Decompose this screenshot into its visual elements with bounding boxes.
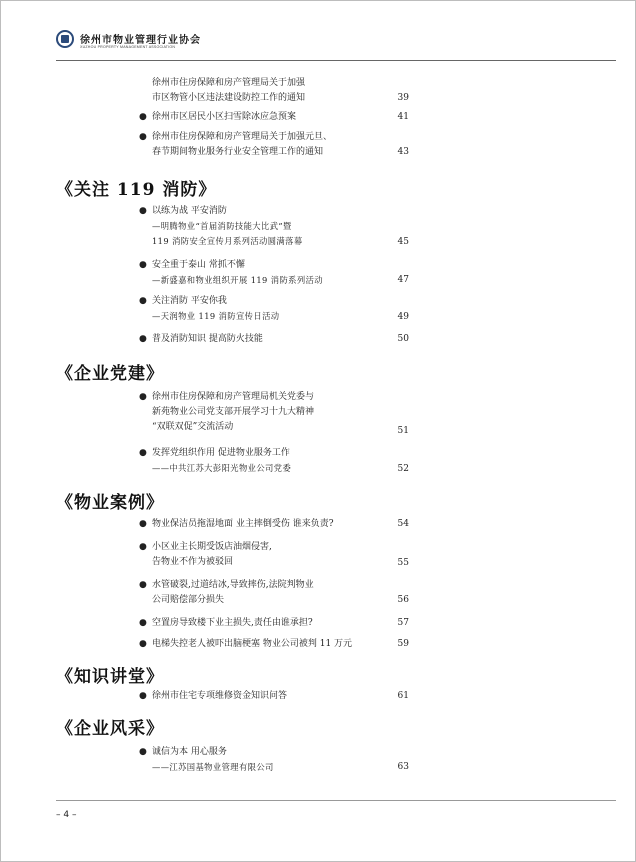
entry-title-line: 以练为战 平安消防 — [152, 206, 227, 216]
entry-subtitle-line: 119 消防安全宣传月系列活动圆满落幕 — [152, 236, 303, 246]
association-name-en: XUZHOU PROPERTY MANAGEMENT ASSOCIATION — [80, 45, 176, 49]
entry-subtitle-line: —新盛嘉和物业组织开展 119 消防系列活动 — [152, 275, 323, 285]
section-heading: 《企业党建》 — [56, 364, 164, 384]
entry-title-line: 告物业不作为被驳回 — [152, 557, 234, 567]
entry-title-line: 电梯失控老人被吓出脑梗塞 物业公司被判 11 万元 — [152, 639, 353, 649]
entry-title-line: 春节期间物业服务行业安全管理工作的通知 — [152, 147, 324, 157]
bullet-icon: ● — [139, 519, 147, 529]
section-heading: 《物业案例》 — [56, 493, 164, 513]
bullet-icon: ● — [139, 206, 147, 216]
entry-title-line: 徐州市住宅专项维修资金知识问答 — [152, 691, 288, 701]
page-number: 61 — [397, 691, 409, 701]
toc-entry[interactable] — [139, 332, 263, 347]
page-number: 49 — [397, 312, 409, 322]
toc-entry[interactable] — [139, 390, 315, 435]
bullet-icon: ● — [139, 296, 147, 306]
entry-title-line: 空置房导致楼下业主损失,责任由谁承担? — [152, 618, 313, 628]
association-logo-icon — [56, 30, 74, 48]
toc-entry[interactable] — [139, 689, 288, 704]
bullet-icon: ● — [139, 334, 147, 344]
toc-entry[interactable] — [139, 578, 314, 608]
toc-entry[interactable] — [139, 258, 323, 288]
entry-title-line: 徐州市区居民小区扫雪除冰应急预案 — [152, 112, 297, 122]
bullet-icon: ● — [139, 448, 147, 458]
entry-title-line: 发挥党组织作用 促进物业服务工作 — [152, 448, 290, 458]
toc-entry[interactable] — [139, 517, 334, 532]
entry-title-line: 徐州市住房保障和房产管理局关于加强 — [152, 78, 306, 88]
section-heading: 《知识讲堂》 — [56, 667, 164, 687]
bullet-icon: ● — [139, 747, 147, 757]
page-number: 41 — [397, 112, 409, 122]
entry-title-line: 关注消防 平安你我 — [152, 296, 227, 306]
page-number: 63 — [397, 762, 409, 772]
entry-title-line: 公司赔偿部分损失 — [152, 595, 225, 605]
entry-title-line: 小区业主长期受饭店油烟侵害, — [152, 542, 272, 552]
page-number: 55 — [397, 558, 409, 568]
bullet-icon: ● — [139, 112, 147, 122]
bullet-icon: ● — [139, 639, 147, 649]
entry-title-line: 诚信为本 用心服务 — [152, 747, 227, 757]
bullet-icon: ● — [139, 618, 147, 628]
toc-entry[interactable] — [139, 616, 313, 631]
page-number: 45 — [397, 237, 409, 247]
page-number: 57 — [397, 618, 409, 628]
toc-entry[interactable] — [139, 745, 274, 775]
page-number: 50 — [397, 334, 409, 344]
entry-title-line: 徐州市住房保障和房产管理局关于加强元旦、 — [152, 132, 333, 142]
entry-subtitle-line: —明腾物业“首届消防技能大比武”暨 — [152, 221, 292, 231]
entry-title-line: 新苑物业公司党支部开展学习十九大精神 — [152, 407, 315, 417]
association-name-cn: 徐州市物业管理行业协会 — [80, 35, 201, 46]
toc-entry[interactable] — [139, 446, 292, 476]
toc-entry[interactable] — [139, 110, 297, 125]
footer-page-number: – 4 – — [56, 810, 77, 820]
bullet-icon: ● — [139, 691, 147, 701]
bullet-icon: ● — [139, 132, 147, 142]
section-heading: 《企业风采》 — [56, 719, 164, 739]
entry-title-line: “双联双促”交流活动 — [152, 422, 234, 432]
toc-entry[interactable] — [139, 637, 353, 652]
header-divider — [56, 60, 616, 61]
page-number: 47 — [397, 275, 409, 285]
entry-title-line: 徐州市住房保障和房产管理局机关党委与 — [152, 392, 315, 402]
bullet-icon: ● — [139, 580, 147, 590]
page-number: 52 — [397, 464, 409, 474]
page-number: 39 — [397, 93, 409, 103]
entry-title-line: 普及消防知识 提高防火技能 — [152, 334, 263, 344]
entry-title-line: 市区物管小区违法建设防控工作的通知 — [152, 93, 306, 103]
page-number: 43 — [397, 147, 409, 157]
page-number: 51 — [397, 426, 409, 436]
entry-title-line: 物业保洁员拖湿地面 业主摔倒受伤 谁来负责? — [152, 519, 334, 529]
section-heading: 《关注 119 消防》 — [56, 180, 217, 200]
toc-entry[interactable] — [139, 294, 280, 324]
footer-divider — [56, 800, 616, 801]
toc-entry[interactable] — [139, 130, 333, 160]
entry-subtitle-line: ——中共江苏大彭阳光物业公司党委 — [152, 463, 292, 473]
bullet-icon: ● — [139, 542, 147, 552]
header — [56, 30, 616, 60]
toc-entry[interactable] — [139, 540, 272, 570]
entry-subtitle-line: ——江苏国基物业管理有限公司 — [152, 762, 274, 772]
entry-subtitle-line: —天润物业 119 消防宣传日活动 — [152, 311, 280, 321]
page-number: 59 — [397, 639, 409, 649]
bullet-icon: ● — [139, 392, 147, 402]
page-number: 54 — [397, 519, 409, 529]
entry-title-line: 水管破裂,过道结冰,导致摔伤,法院判物业 — [152, 580, 314, 590]
toc-entry[interactable] — [139, 204, 303, 249]
bullet-icon: ● — [139, 260, 147, 270]
toc-entry[interactable] — [152, 76, 305, 106]
page-number: 56 — [397, 595, 409, 605]
entry-title-line: 安全重于泰山 常抓不懈 — [152, 260, 245, 270]
